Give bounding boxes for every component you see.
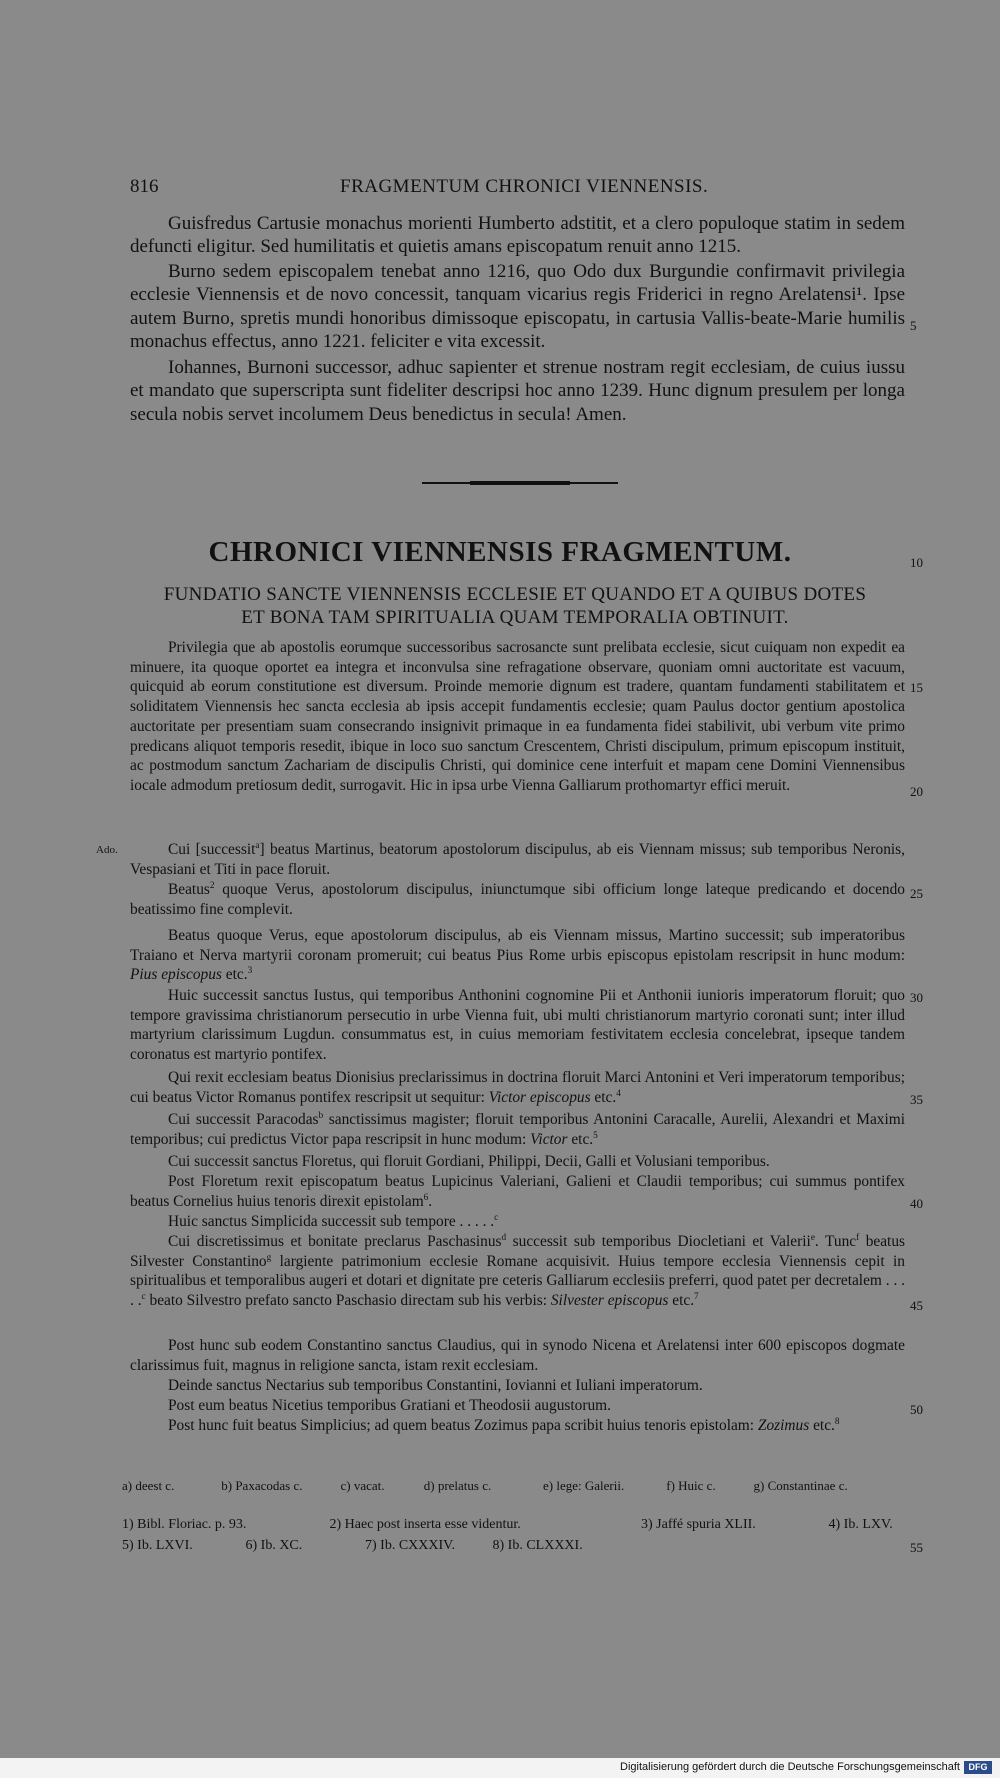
note-ref: 2 bbox=[209, 879, 215, 890]
note-ref: e bbox=[810, 1231, 815, 1242]
note-ref: b bbox=[318, 1109, 324, 1120]
paragraph-burno: Burno sedem episcopalem tenebat anno 1216, quo Odo dux Burgundie confirmavit privilegia ecclesie Viennensis et de novo concessit, tanquam vicarius regis Friderici in regno Arelatensi¹. Ipse autem Burno, spretis mundi honoribus dimissoque episcopatu, in cartusia Vallis-beate-Marie humilis monachus effectus, anno 1221. feliciter e vita excessit. bbox=[130, 261, 905, 353]
subtitle-line-2: ET BONA TAM SPIRITUALIA QUAM TEMPORALIA OBTINUIT. bbox=[241, 607, 789, 628]
note-ref: 8 bbox=[834, 1415, 840, 1426]
paragraph-privilegia: Privilegia que ab apostolis eorumque successoribus sacrosancte sunt prelibata ecclesie, sicut cuiquam non expedit ea minuere, ita quoque oportet ea integra et inconvulsa sine refragatione observare, quoniam omni auctoritate est vacuum, quicquid ab eorum constitutione est diversum. Proinde memorie dignum est tradere, quantam fundamenti stabilitatem et soliditatem Viennensis hec sancta ecclesia ab ipsis accepit fundamentis ecclesie; quam Paulus doctor gentium apostolica auctoritate per presentiam suam consecrando insignivit primaque in ea fundamenta fidei stabilivit, ubi verbum vite primo predicans aliquot temporis resedit, ibique in loco suo sanctum Crescentem, Christi discipulum, primum episcopum instituit, ac postmodum sanctum Zachariam de discipulis Christi, qui dominice cene interfuit et mapam cene Domini Viennensibus iocale admodum pretiosum dedit, surrogavit. Hic in ipsa urbe Vienna Galliarum prothomartyr effici meruit. bbox=[130, 639, 905, 794]
variant-note: d) prelatus c. bbox=[423, 1478, 492, 1493]
paragraph-iustus: Huic successit sanctus Iustus, qui temporibus Anthonini cognomine Pii et Anthonii iunioris imperatorum floruit; quo tempore gravissima christianorum persecutio in urbe Vienna fuit, ubi multi christianorum martyrio coronati sunt; inter illud martyrium clarissimum Lugdun. consummatus est, in cuius memoriam festivitatem ecclesia concelebrat, ipseque tandem coronatus est martyrio pontifex. bbox=[130, 987, 905, 1064]
dfg-logo-icon: DFG bbox=[964, 1761, 992, 1774]
line-number: 45 bbox=[910, 1298, 923, 1313]
text-run: Cui [successit bbox=[168, 841, 256, 858]
variant-note: b) Paxacodas c. bbox=[221, 1478, 303, 1493]
footnote: 7) Ib. CXXXIV. bbox=[365, 1538, 455, 1553]
text-run: ] beatus Martinus, beatorum apostolorum discipulus, ab eis Viennam missus; sub temporibus Neronis, Vespasiani et Titi in pace floruit. bbox=[130, 841, 905, 878]
text-run: . bbox=[428, 1192, 433, 1210]
text-run: sanctissimus magister; floruit temporibus Antonini Caracalle, Aurelii, Alexandri et Maximi temporibus; cui predictus Victor papa rescripsit in hunc modum: bbox=[130, 1111, 906, 1148]
paragraph-paracodas bbox=[130, 1110, 905, 1149]
text-run: beatus Silvester Constantino bbox=[130, 1233, 906, 1270]
line-number: 30 bbox=[910, 990, 923, 1005]
line-number: 40 bbox=[910, 1196, 923, 1211]
paragraph-verus-2 bbox=[130, 926, 905, 985]
footnote: 1) Bibl. Floriac. p. 93. bbox=[122, 1517, 247, 1532]
note-ref: 3 bbox=[247, 965, 253, 976]
line-number: 15 bbox=[910, 680, 923, 695]
italic-incipit: Victor episcopus bbox=[488, 1088, 591, 1106]
subtitle-line-1: FUNDATIO SANCTE VIENNENSIS ECCLESIE ET QUANDO ET A QUIBUS DOTES bbox=[163, 584, 867, 605]
footnote: 5) Ib. LXVI. bbox=[122, 1538, 193, 1553]
text-run: Post hunc fuit beatus Simplicius; ad quem beatus Zozimus papa scribit huius tenoris epistolam: bbox=[168, 1417, 758, 1434]
footnote: 8) Ib. CLXXXI. bbox=[492, 1538, 583, 1553]
text-run: Beatus bbox=[168, 881, 210, 898]
italic-incipit: Silvester episcopus bbox=[550, 1292, 669, 1310]
line-number: 50 bbox=[910, 1402, 923, 1417]
text-run: Qui rexit ecclesiam beatus Dionisius preclarissimus in doctrina floruit Marci Antonini et Veri imperatorum temporibus; cui beatus Victor Romanus pontifex rescripsit ut sequitur: bbox=[130, 1069, 905, 1106]
page-number: 816 bbox=[130, 176, 159, 197]
line-number: 35 bbox=[910, 1092, 923, 1107]
note-ref: c bbox=[494, 1211, 499, 1222]
paragraph-verus-1 bbox=[130, 880, 905, 919]
paragraph-iohannes: Iohannes, Burnoni successor, adhuc sapienter et strenue nostram regit ecclesiam, de cuius iussu et mandato que superscripta sunt fideliter descripsi hoc anno 1239. Hunc dignum presulem per longa secula nobis servet incolumem Deus benedictus in secula! Amen. bbox=[130, 357, 905, 425]
note-ref: d bbox=[501, 1231, 507, 1242]
note-ref: c bbox=[141, 1290, 146, 1301]
footnote: 3) Jaffé spuria XLII. bbox=[641, 1517, 756, 1532]
paragraph-martinus bbox=[130, 840, 905, 879]
text-run: . Tunc bbox=[814, 1233, 857, 1250]
chronicle-subtitle bbox=[120, 583, 910, 629]
text-run: Beatus quoque Verus, eque apostolorum discipulus, ab eis Viennam missus, Martino successit; sub imperatoribus Traiano et Nerva martyrii coronam promeruit; cui beatus Pius Rome urbis episcopus epistolam rescripsit in hunc modum: bbox=[130, 927, 905, 964]
paragraph-dionisius bbox=[130, 1068, 905, 1107]
text-run: quoque Verus, apostolorum discipulus, iniunctumque sibi officium longe lateque predicando et docendo beatissimo fine complevit. bbox=[130, 881, 905, 918]
text-run: beato Silvestro prefato sancto Paschasio directam sub his verbis: bbox=[145, 1292, 551, 1310]
italic-incipit: Victor bbox=[530, 1130, 568, 1148]
variant-notes bbox=[122, 1478, 912, 1494]
paragraph-nicetius: Post eum beatus Nicetius temporibus Gratiani et Theodosii augustorum. bbox=[168, 1397, 611, 1414]
text-run: Cui discretissimus et bonitate preclarus Paschasinus bbox=[168, 1233, 502, 1250]
note-ref: 7 bbox=[694, 1290, 699, 1301]
variant-note: c) vacat. bbox=[340, 1478, 385, 1493]
running-title: FRAGMENTUM CHRONICI VIENNENSIS. bbox=[340, 176, 709, 197]
paragraph-nectarius: Deinde sanctus Nectarius sub temporibus Constantini, Iovianni et Iuliani imperatorum. bbox=[168, 1377, 703, 1394]
line-number: 25 bbox=[910, 886, 923, 901]
text-run: Huic sanctus Simplicida successit sub tempore . . . . . bbox=[168, 1213, 495, 1230]
paragraph-claudius: Post hunc sub eodem Constantino sanctus Claudius, qui in synodo Nicena et Arelatensi inter 600 episcopos dogmate clarissimus fuit, magnus in religione sancta, istam rexit ecclesiam. bbox=[130, 1337, 905, 1374]
line-number: 20 bbox=[910, 784, 923, 799]
paragraph-simplicida bbox=[130, 1212, 905, 1232]
text-run: successit sub temporibus Diocletiani et Valerii bbox=[506, 1233, 811, 1250]
footnote: 4) Ib. LXV. bbox=[828, 1517, 893, 1532]
text-run: Post Floretum rexit episcopatum beatus Lupicinus Valeriani, Galieni et Claudii temporibus; cui summus pontifex beatus Cornelius huius tenoris direxit epistolam bbox=[130, 1173, 905, 1210]
text-run: etc. bbox=[668, 1292, 695, 1310]
line-number: 55 bbox=[910, 1540, 923, 1555]
line-number: 10 bbox=[910, 555, 923, 570]
variant-note: g) Constantinae c. bbox=[753, 1478, 848, 1493]
chronicle-title: CHRONICI VIENNENSIS FRAGMENTUM. bbox=[208, 536, 792, 568]
text-run: etc. bbox=[590, 1088, 617, 1106]
paragraph-simplicius bbox=[130, 1416, 905, 1436]
footnotes-row-2 bbox=[122, 1536, 912, 1556]
note-ref: 5 bbox=[593, 1129, 598, 1140]
italic-incipit: Pius episcopus bbox=[130, 966, 222, 984]
variant-note: e) lege: Galerii. bbox=[543, 1478, 625, 1493]
note-ref: f bbox=[856, 1231, 860, 1242]
note-ref: 6 bbox=[423, 1191, 429, 1202]
text-run: etc. bbox=[809, 1417, 835, 1434]
section-divider bbox=[422, 482, 618, 484]
italic-incipit: Zozimus bbox=[757, 1417, 810, 1434]
credit-bar bbox=[0, 1758, 1000, 1778]
paragraph-lupicinus bbox=[130, 1172, 905, 1211]
footnote: 6) Ib. XC. bbox=[245, 1538, 303, 1553]
note-ref: a bbox=[255, 839, 260, 850]
paragraph-paschasinus bbox=[130, 1232, 905, 1311]
footnote: 2) Haec post inserta esse videntur. bbox=[329, 1517, 521, 1532]
line-number: 5 bbox=[910, 318, 917, 333]
footnotes-row-1 bbox=[122, 1515, 912, 1535]
text-run: largiente patrimonium ecclesie Romane acquisivit. Huius tempore ecclesia Viennensis cepit in spiritualibus et temporalibus augeri et dotari et dignitate pre ceteris Galliarum ecclesiis preferri, quod patet per decretalem . . . . . bbox=[130, 1252, 905, 1310]
credit-text: Digitalisierung gefördert durch die Deutsche Forschungsgemeinschaft bbox=[620, 1761, 960, 1773]
variant-note: a) deest c. bbox=[122, 1478, 175, 1493]
text-run: etc. bbox=[567, 1130, 594, 1148]
margin-note-ado: Ado. bbox=[96, 844, 118, 856]
note-ref: g bbox=[266, 1251, 272, 1262]
text-run: etc. bbox=[221, 966, 248, 984]
running-head bbox=[130, 176, 900, 200]
paragraph-guisfredus: Guisfredus Cartusie monachus morienti Humberto adstitit, et a clero populoque statim in sedem defuncti eligitur. Sed humilitatis et quietis amans episcopatum renuit anno 1215. bbox=[130, 213, 905, 258]
note-ref: 4 bbox=[616, 1087, 621, 1098]
paragraph-floretus: Cui successit sanctus Floretus, qui floruit Gordiani, Philippi, Decii, Galli et Volusiani temporibus. bbox=[168, 1153, 770, 1170]
text-run: Cui successit Paracodas bbox=[168, 1111, 319, 1128]
variant-note: f) Huic c. bbox=[666, 1478, 716, 1493]
